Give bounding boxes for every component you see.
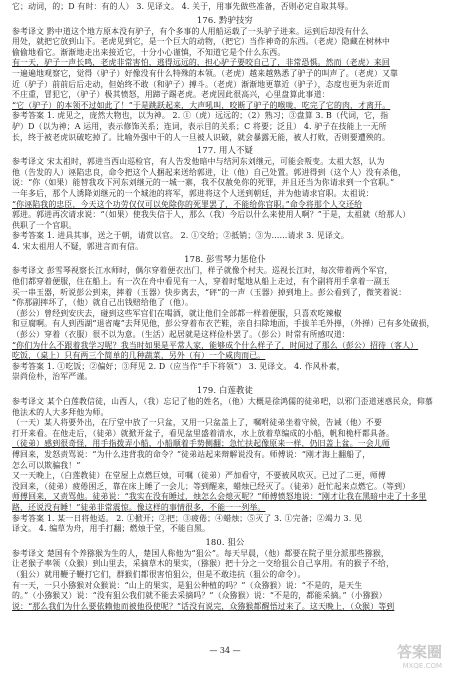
text-line: 有一天，一只小猕猴对众猴说：“山上的果实，是狙公种植的吗？”（众猕猴）说：“不是的，是天生 [12,580,363,590]
text-line: 郭进。郭进再次请求说：“（如果）使我失信于人，那么（我）今后以什么来使用人啊？”于是，太祖就（给那人） [12,210,411,220]
text-line: 路，还说没有睡！”徒弟非常震惊。像这样的事情很多，不能一一列举。 [12,502,266,512]
text-line: 又一天晚上，（白莲教徒）在堂屋上点燃巨烛，可嘱（徒弟）严加看守，不要被风吹灭。已过了二更，师傅 [12,471,386,481]
section-heading: 180. 狙公 [205,536,245,547]
text-line: 供职了一个官职。 [12,220,77,230]
text-line: 买一串玉器，听说彭公到来，摔着（玉器）快步离去，“砰”的一声（玉器）掉到地上。彭公看到了，微笑着说： [12,287,407,297]
text-line: 驴）D（以为神；A 运用，表示修饰关系；连词，表示目的关系；C 将要；泛且） 4. 驴子在技能上一无所 [12,121,387,131]
text-line: 怎么可以欺骗我！” [12,460,81,470]
text-line: 参考答案 1. 进具其事，送之于朝，请赏以官。 2. ①交给；②抵销；③为……请求 3. 见译文。 [12,231,349,241]
section-heading: 176. 黔驴技穷 [196,14,254,25]
text-line: 近（驴子）前前后后走动，但始终不敢（和驴子）搏斗。（老虎）渐渐地更靠近（驴子），态度也更为亲近而 [12,79,391,89]
text-line: 长，终于被老虎识破吃掉了。比喻外强中干的人一旦被人识破，就会暴露无能，被人打败，否则要遭殃的。 [12,132,390,142]
text-line: 和豆腐啊。有人到西湖“退省庵”去拜见他，彭公穿着布衣芒鞋，亲自扫除地面，手拔羊毛外掸，（外掸）已有多处破损， [12,319,435,329]
text-line: （彭公）曾经到安庆去，碰到这些军官们在喝酒，就让他们全部都一样着便服，只喜欢吃辣椒 [12,308,342,318]
text-line: 4. 宋太祖用人不疑，郭进言而有信。 [12,241,144,251]
watermark-logo [397,641,442,670]
section-heading: 179. 白莲教徒 [196,385,254,395]
text-line: 参考译文 黔中道这个地方原本没有驴子，有个多事的人用船运载了一头驴子进来。运到后却没有什么 [12,26,369,36]
text-line: 一年多后，那个人诱降刘继元的一个城池的将军，郭进将这个人送到朝廷，并为他请求官职。太祖说： [12,188,374,198]
text-line: 他法术的人大多拜他为师。 [12,407,109,417]
text-line: 傅回来，发怒责骂说：“为什么违背我的命令？”徒弟站起来辩解说没有。师傅说：“刚才海上翻船了， [12,449,371,459]
text-line: 说：“你（如果）能替我攻下河东刘继元的一城一寨，我不仅赦免你的死罪，并且还当为你请求到一个官职。” [12,178,395,188]
section-heading: 177. 用人不疑 [196,145,254,156]
text-line: 参考译文 某个白莲教信徒，山西人，（我）忘记了他的姓名，（他）大概是徐鸿儒的徒弟吧，以邪门歪道迷惑民众，仰慕 [12,397,433,406]
text-line: 参考答案 1. 虎见之，庞然大物也，以为神。 2. ①（虎）远远的；（2）熟习；③盘算 3. B（代词，它，指 [12,111,389,121]
text-line: 参考译文 彭雪琴视察长江水师时，偶尔穿着便衣出门，样子就像个村夫。巡视长江时，每次带着两个军官， [12,266,393,276]
text-line: 有一天，驴子一声长鸣，老虎非常害怕，逃得远远的，担心驴子要咬自己了，非常恐惧。然而（老虎）来回 [12,58,390,68]
text-line: “你那副摔坏了，（他）就自己出钱赔给他了（他）。 [12,298,194,308]
text-line: “你们为什么不跟着我学习呢？我当时如果是平常人家，能够成个什么样子了，时间过了那么（彭公）招待（客人） [12,340,419,350]
text-line: 没回来，（徒弟）疲倦困乏，靠在床上睡了一会儿；等到醒来，蜡烛已经灭了。（徒弟）赶忙起来点燃它。（等到） [12,481,411,491]
text-line: （一天）某人将要外出，在厅堂中放了一只盆，又用一只盆盖上了，嘱咐徒弟坐着守候，告诫（他）不要 [12,418,382,428]
text-line: 不庄重，冒犯它，（驴子）极其愤怒，用蹄子踢老虎。老虎因此很高兴，心里盘算此事道： [12,90,330,100]
text-line: 吃饭，（桌上）只有两三个简单的几种蔬菜，另外（有）一个咸肉而已。 [12,351,266,361]
text-line: 参考译文 楚国有个养猕猴为生的人，楚国人称他为“狙公”。每天早晨，（他）都要在院子里分派那些猕猴， [12,548,389,558]
watermark-title: 答案圈 [396,643,442,661]
text-line: 用处，就把它放到山下。老虎见到它，是一个巨大的动物，（把它）当作神奇的东西。（老虎）隐藏在树林中 [12,37,391,47]
text-line: 的。”（小猕猴又）说：“没有狙公我们就不能去采摘吗？”（众猕猴）说：“不是的，都能采摘。”（小猕猴） [12,591,387,601]
section-heading: 178. 彭雪琴力惩伧仆 [184,254,266,265]
text-line: （徒弟）感到很奇怪，用手指拨弄小船，小船顺着手势侧翻；急忙扶起像原来一样，仍旧盖上盆。一会儿师 [12,439,390,449]
page-number: — 34 — [209,646,241,655]
text-line: （彭公）穿着（衣服）很不以为意。（生活）起居就是这样俭朴罢了。（彭公）时常有所感叹道： [12,330,350,340]
text-line: 他（告发的人）诬陷忠良，命令把这个人捆起来送给郭进，让（他）自己处置。郭进得到（这个人）没有杀他， [12,167,406,177]
watermark-site: MXQE.COM [402,662,442,670]
text-line: 师傅回来，又责骂他。徒弟说：“我实在没有睡过，烛怎么会熄灭呢？”师傅愤怒地说：“刚才让我在黑暗中走了十多里 [12,492,427,502]
text-line: “它（驴子）的本领不过如此了！”于是跳跃起来，大声吼叫，咬断了驴子的喉咙，吃完了它的肉，才离开。 [12,100,391,110]
text-line: 让老猴子率领（众猴）到山里去，采摘草木的果实，（猕猴）把十分之一交给狙公自己享用。有的猴子不给， [12,559,395,569]
text-line: 译文。 4. 编草为舟，用手打翻；燃烛于堂，不能自黑。 [12,524,211,534]
text-line: 他们都穿着便服，住在船上。有一次在舟中看见有一人，穿着时髦地从船上走过，有个副将用手拿着一副玉 [12,277,390,287]
text-line: 参考答案 1. 某一日将他适。 2. ①掀开；②把；③疲倦；④蜡烛；⑤灭了 3. ①完备；②竭力 3. 见 [12,513,363,523]
text-line: 参考译文 宋太祖时，郭进当西山巡检官，有人告发他暗中与结河东刘继元，可能会叛变。太祖大怒，认为 [12,157,385,167]
text-line: “你诬陷我的忠臣，今天这个功劳仅仅可以免除你的死罪罢了，不能给你官职。”命令将那个人交还给 [12,199,363,209]
text-line: 偷偷地看它。渐渐地走出来接近它，十分小心谨慎，不知道它是个什么东西。 [12,47,286,57]
text-line: 参考答案 1. ①吃饭；②偏好；③拜见 2. D（应当作“手下将领”） 3. 见译文。 4. 作风朴素， [12,361,345,371]
text-line: 打开来看。在他走后，（徒弟）就掀开盆子，看见盆里盛着清水，水上放着草编成的小船，帆和桅杆都具备。 [12,428,395,438]
text-line: 崇尚俭朴，治军严谨。 [12,372,93,382]
text-line: 一遍遍地观察它，觉得（驴子）好像没有什么特殊的本领。（老虎）越来越熟悉了驴子的叫声了。（老虎）又靠 [12,68,399,78]
text-line: 说：“那么我们为什么要依赖他而被他役使呢？”话没有说完，众猕猴都醒悟过来了。这天晚上，（众猴）等到 [12,601,395,611]
document-body [12,2,438,612]
text-line: （狙公）就用鞭子鞭打它们，群猴们都很害怕狙公，但是不敢违抗（狙公的命令）。 [12,569,306,579]
text-line: 它；动词，的；D 有时：有的人） 3. 见译文。 4. 关于，用事先做些准备，否则必定自取其辱。 [12,2,353,11]
